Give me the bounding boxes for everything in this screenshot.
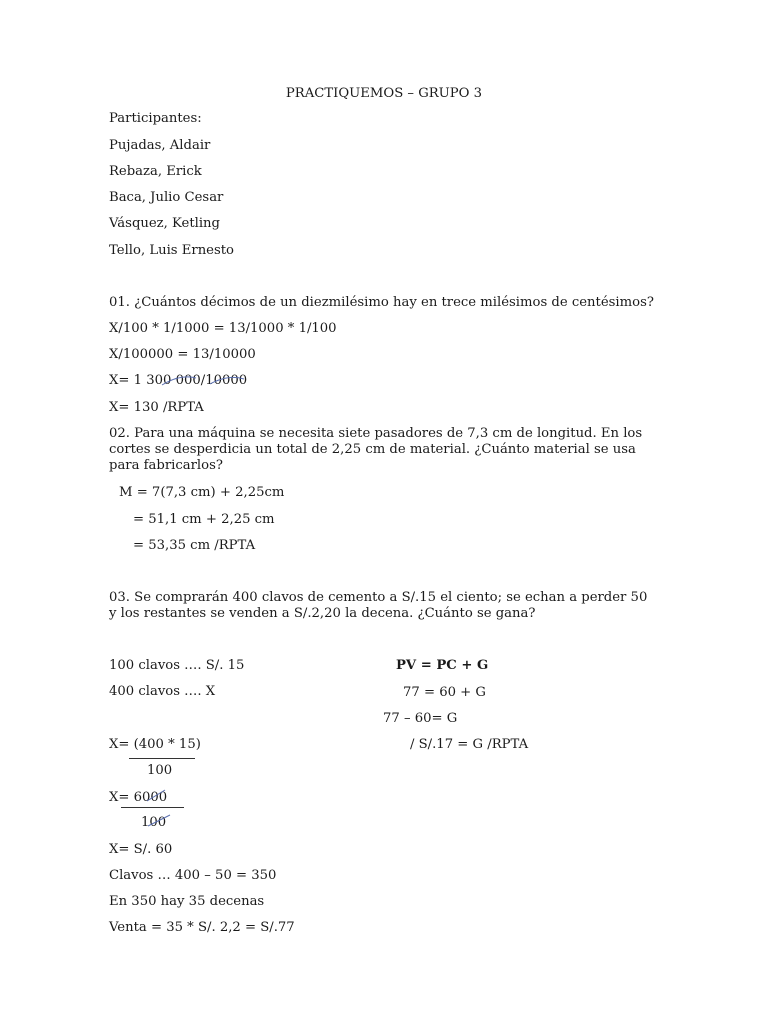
q3-venta: Venta = 35 * S/. 2,2 = S/.77 bbox=[109, 920, 295, 935]
q3-right-step: 77 – 60= G bbox=[383, 711, 458, 726]
q3-result: X= S/. 60 bbox=[109, 842, 173, 857]
participant-item: Pujadas, Aldair bbox=[109, 138, 211, 153]
q3-rule-of-three: 400 clavos …. X bbox=[109, 684, 216, 699]
participant-item: Baca, Julio Cesar bbox=[109, 190, 224, 205]
q1-step: X/100 * 1/1000 = 13/1000 * 1/100 bbox=[109, 321, 337, 336]
participant-item: Rebaza, Erick bbox=[109, 164, 202, 179]
question-2: 02. Para una máquina se necesita siete pasadores de 7,3 cm de longitud. En los cortes se desperdicia un total de 2,25 cm de material. ¿Cuánto material se usa para fabricarlos? bbox=[109, 426, 643, 473]
q1-step: X/100000 = 13/10000 bbox=[109, 347, 256, 362]
cancel-strike-mark bbox=[146, 813, 174, 829]
q2-step: M = 7(7,3 cm) + 2,25cm bbox=[119, 485, 285, 500]
q1-answer: X= 130 /RPTA bbox=[109, 400, 204, 415]
q2-answer: = 53,35 cm /RPTA bbox=[133, 538, 256, 553]
q2-step: = 51,1 cm + 2,25 cm bbox=[133, 512, 275, 527]
q3-right-step: 77 = 60 + G bbox=[403, 685, 486, 700]
question-1: 01. ¿Cuántos décimos de un diezmilésimo hay en trece milésimos de centésimos? bbox=[109, 295, 654, 310]
fraction-bar bbox=[129, 758, 195, 759]
q3-fraction-numerator: X= (400 * 15) bbox=[109, 737, 201, 752]
question-3: 03. Se comprarán 400 clavos de cemento a S/.15 el ciento; se echan a perder 50 y los restantes se venden a S/.2,20 la decena. ¿Cuánto se gana? bbox=[109, 590, 648, 621]
q3-clavos: Clavos … 400 – 50 = 350 bbox=[109, 868, 277, 883]
document-title: PRACTIQUEMOS – GRUPO 3 bbox=[285, 86, 483, 101]
q3-fraction-denominator: 100 bbox=[147, 763, 173, 778]
participant-item: Tello, Luis Ernesto bbox=[109, 243, 234, 258]
q3-rule-of-three: 100 clavos …. S/. 15 bbox=[109, 658, 245, 673]
q3-fraction-denominator: 100 bbox=[141, 815, 167, 830]
participants-label: Participantes: bbox=[109, 111, 202, 126]
q1-step: X= 1 300 000/10000 bbox=[109, 373, 248, 388]
q3-decenas: En 350 hay 35 decenas bbox=[109, 894, 265, 909]
q3-answer: / S/.17 = G /RPTA bbox=[410, 737, 529, 752]
cancel-strike-mark bbox=[145, 788, 169, 804]
q3-fraction-numerator: X= 6000 bbox=[109, 790, 168, 805]
cancel-strike-mark bbox=[160, 372, 250, 388]
q3-formula: PV = PC + G bbox=[396, 658, 489, 673]
participant-item: Vásquez, Ketling bbox=[109, 216, 220, 231]
fraction-bar bbox=[121, 807, 184, 808]
